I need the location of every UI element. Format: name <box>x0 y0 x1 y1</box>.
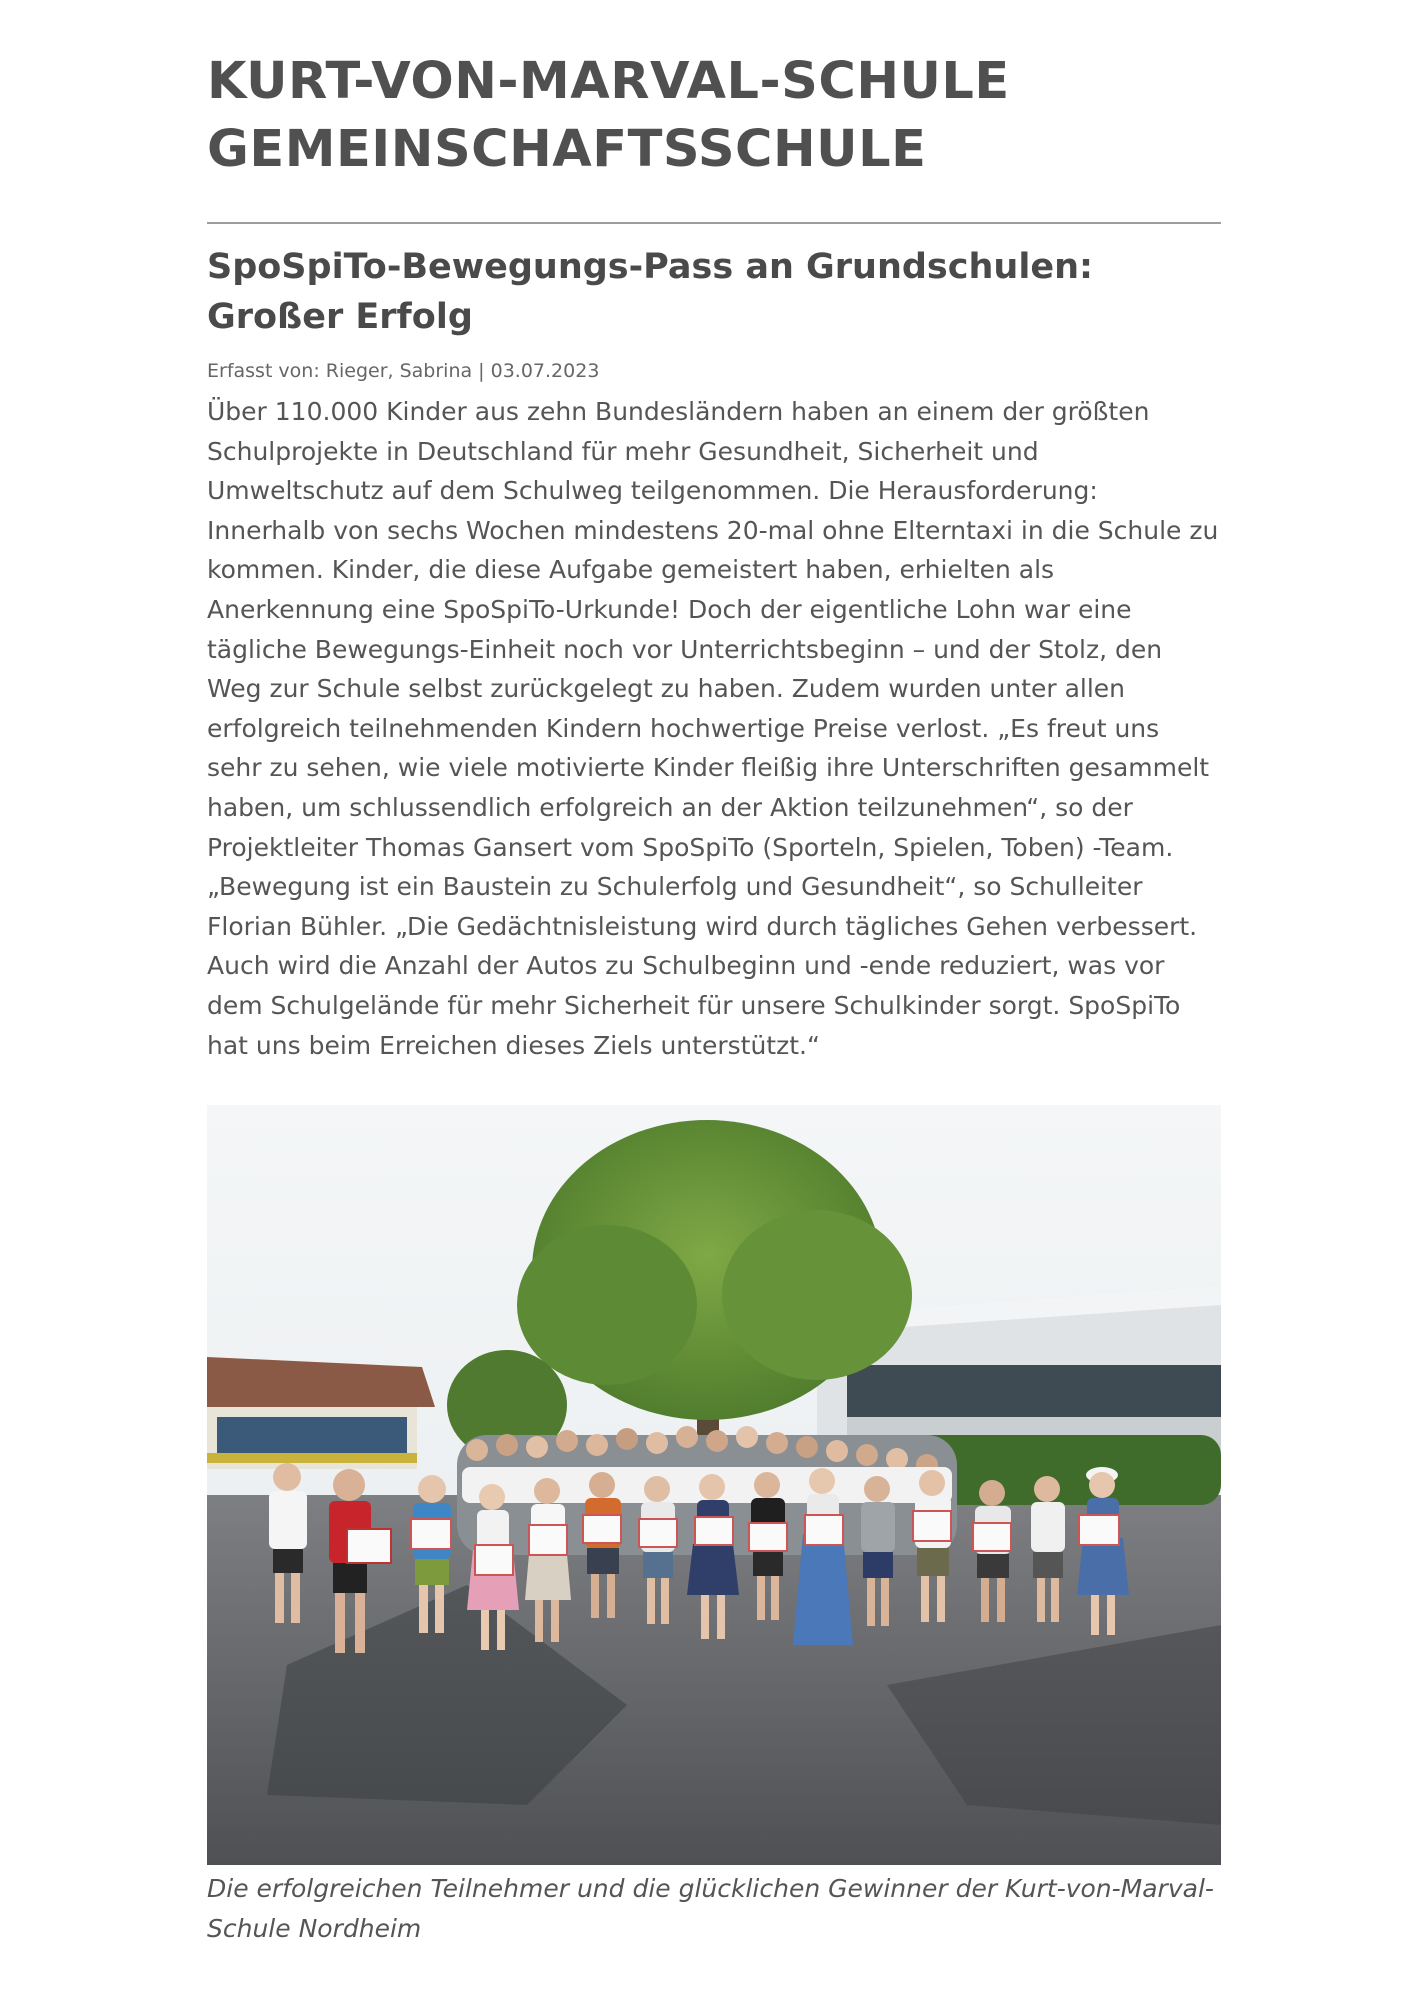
header-divider <box>207 222 1221 224</box>
page <box>207 48 1221 1949</box>
article-paragraph-1: Über 110.000 Kinder aus zehn Bundesländern haben an einem der größten Schulprojekte in Deutschland für mehr Gesundheit, Sicherheit und Umweltschutz auf dem Schulweg teilgenommen. Die Herausforderung: Innerhalb von sechs Wochen mindestens 20-mal ohne Elterntaxi in die Schule zu kommen. Kinder, die diese Aufgabe gemeistert haben, erhielten als Anerkennung eine SpoSpiTo-Urkunde! Doch der eigentliche Lohn war eine tägliche Bewegungs-Einheit noch vor Unterrichtsbeginn – und der Stolz, den Weg zur Schule selbst zurückgelegt zu haben. Zudem wurden unter allen erfolgreich teilnehmenden Kindern hochwertige Preise verlost. „Es freut uns sehr zu sehen, wie viele motivierte Kinder fleißig ihre Unterschriften gesammelt haben, um schlussendlich erfolgreich an der Aktion teilzunehmen“, so der Projektleiter Thomas Gansert vom SpoSpiTo (Sporteln, Spielen, Toben) -Team. <box>207 397 1219 862</box>
group-photo-illustration <box>207 1105 1221 1865</box>
article-title: SpoSpiTo-Bewegungs-Pass an Grundschulen: Großer Erfolg <box>207 247 1093 337</box>
article-body <box>207 392 1221 1065</box>
site-title-line2: GEMEINSCHAFTSSCHULE <box>207 120 927 179</box>
site-title-line1: KURT-VON-MARVAL-SCHULE <box>207 52 1010 111</box>
article-meta: Erfasst von: Rieger, Sabrina | 03.07.2023 <box>207 360 600 382</box>
site-title[interactable] <box>207 48 1221 184</box>
photo-caption: Die erfolgreichen Teilnehmer und die glücklichen Gewinner der Kurt-von-Marval-Schule Nordheim <box>207 1874 1214 1944</box>
group-photo <box>207 1105 1221 1865</box>
article-paragraph-2: „Bewegung ist ein Baustein zu Schulerfolg und Gesundheit“, so Schulleiter Florian Bühler. „Die Gedächtnisleistung wird durch tägliches Gehen verbessert. Auch wird die Anzahl der Autos zu Schulbeginn und -ende reduziert, was vor dem Schulgelände für mehr Sicherheit für unsere Schulkinder sorgt. SpoSpiTo hat uns beim Erreichen dieses Ziels unterstützt.“ <box>207 872 1198 1060</box>
